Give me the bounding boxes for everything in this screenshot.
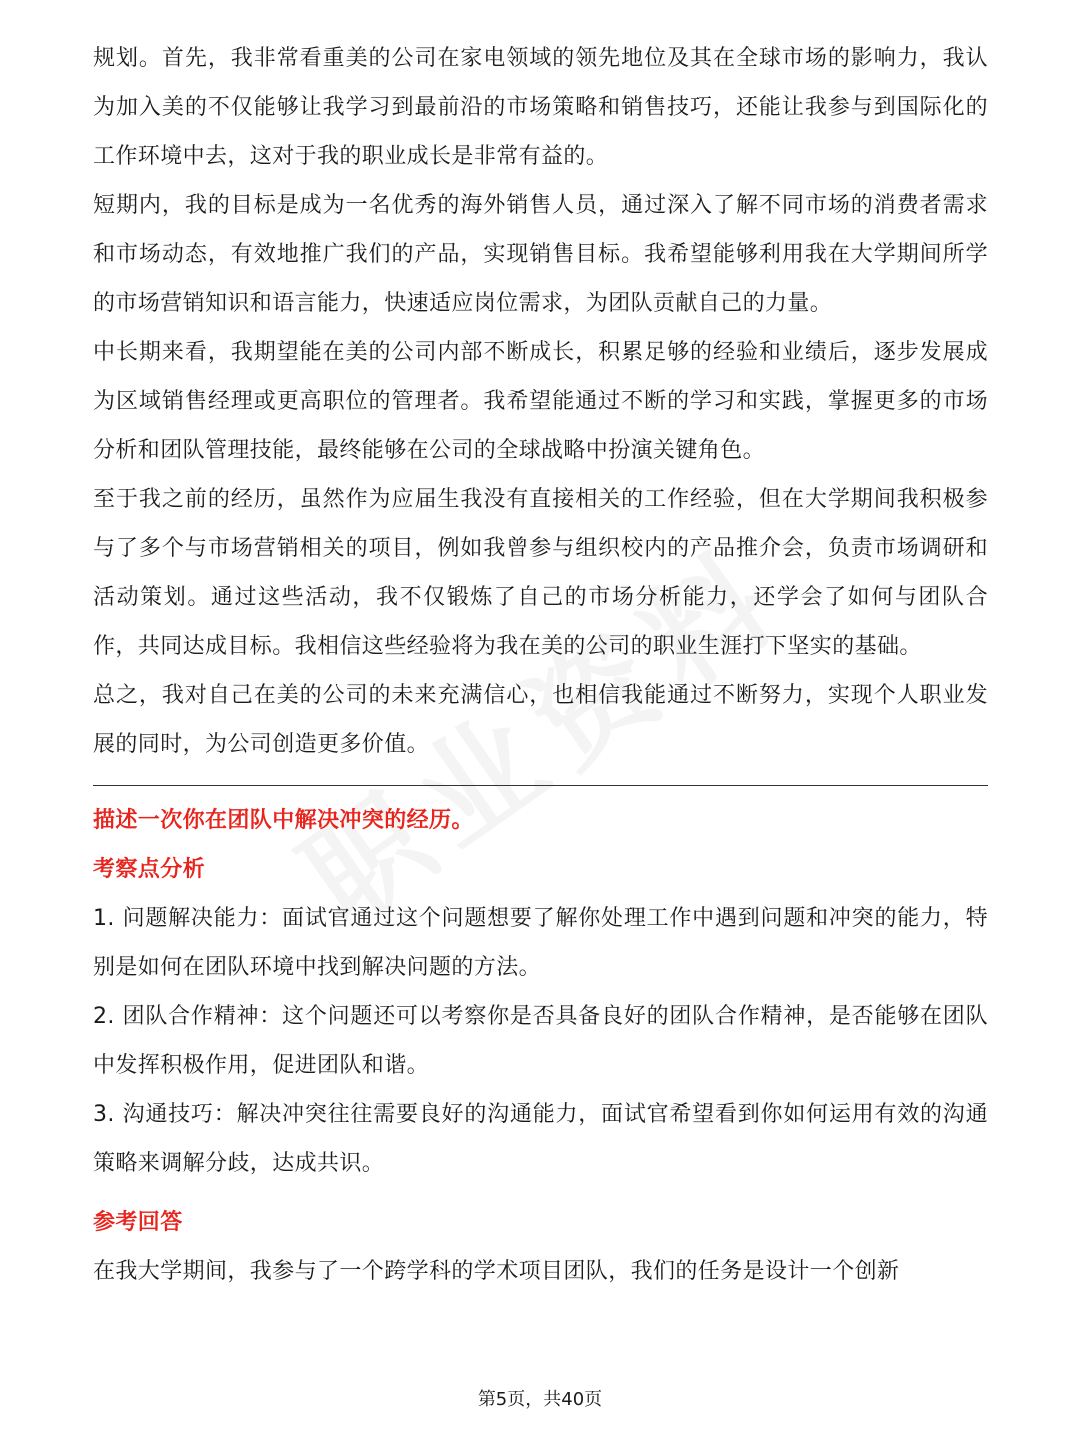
spacer bbox=[93, 1188, 988, 1198]
reference-heading: 参考回答 bbox=[93, 1210, 183, 1235]
intro-paragraph-4: 至于我之前的经历，虽然作为应届生我没有直接相关的工作经验，但在大学期间我积极参与了多个与市场营销相关的项目，例如我曾参与组织校内的产品推介会，负责市场调研和活动策划。通过这些活动，我不仅锻炼了自己的市场分析能力，还学会了如何与团队合作，共同达成目标。我相信这些经验将为我在美的公司的职业生涯打下坚实的基础。 bbox=[93, 487, 988, 659]
intro-paragraph-5: 总之，我对自己在美的公司的未来充满信心，也相信我能通过不断努力，实现个人职业发展的同时，为公司创造更多价值。 bbox=[93, 683, 988, 757]
page-number-footer: 第5页，共40页 bbox=[477, 1389, 603, 1410]
intro-paragraph-1: 规划。首先，我非常看重美的公司在家电领域的领先地位及其在全球市场的影响力，我认为加入美的不仅能够让我学习到最前沿的市场策略和销售技巧，还能让我参与到国际化的工作环境中去，这对于我的职业成长是非常有益的。 bbox=[93, 46, 988, 169]
interview-question: 描述一次你在团队中解决冲突的经历。 bbox=[93, 808, 474, 833]
reference-text: 在我大学期间，我参与了一个跨学科的学术项目团队，我们的任务是设计一个创新 bbox=[93, 1259, 900, 1284]
intro-paragraph-2: 短期内，我的目标是成为一名优秀的海外销售人员，通过深入了解不同市场的消费者需求和市场动态，有效地推广我们的产品，实现销售目标。我希望能够利用我在大学期间所学的市场营销知识和语言能力，快速适应岗位需求，为团队贡献自己的力量。 bbox=[93, 193, 988, 316]
analysis-point-3: 3. 沟通技巧：解决冲突往往需要良好的沟通能力，面试官希望看到你如何运用有效的沟通策略来调解分歧，达成共识。 bbox=[93, 1102, 988, 1176]
analysis-point-1: 1. 问题解决能力：面试官通过这个问题想要了解你处理工作中遇到问题和冲突的能力，特别是如何在团队环境中找到解决问题的方法。 bbox=[93, 906, 988, 980]
analysis-heading: 考察点分析 bbox=[93, 857, 206, 882]
page-content bbox=[93, 34, 988, 1296]
analysis-point-2: 2. 团队合作精神：这个问题还可以考察你是否具备良好的团队合作精神，是否能够在团队中发挥积极作用，促进团队和谐。 bbox=[93, 1004, 988, 1078]
intro-paragraph-3: 中长期来看，我期望能在美的公司内部不断成长，积累足够的经验和业绩后，逐步发展成为区域销售经理或更高职位的管理者。我希望能通过不断的学习和实践，掌握更多的市场分析和团队管理技能，最终能够在公司的全球战略中扮演关键角色。 bbox=[93, 340, 988, 463]
section-divider bbox=[93, 785, 988, 786]
